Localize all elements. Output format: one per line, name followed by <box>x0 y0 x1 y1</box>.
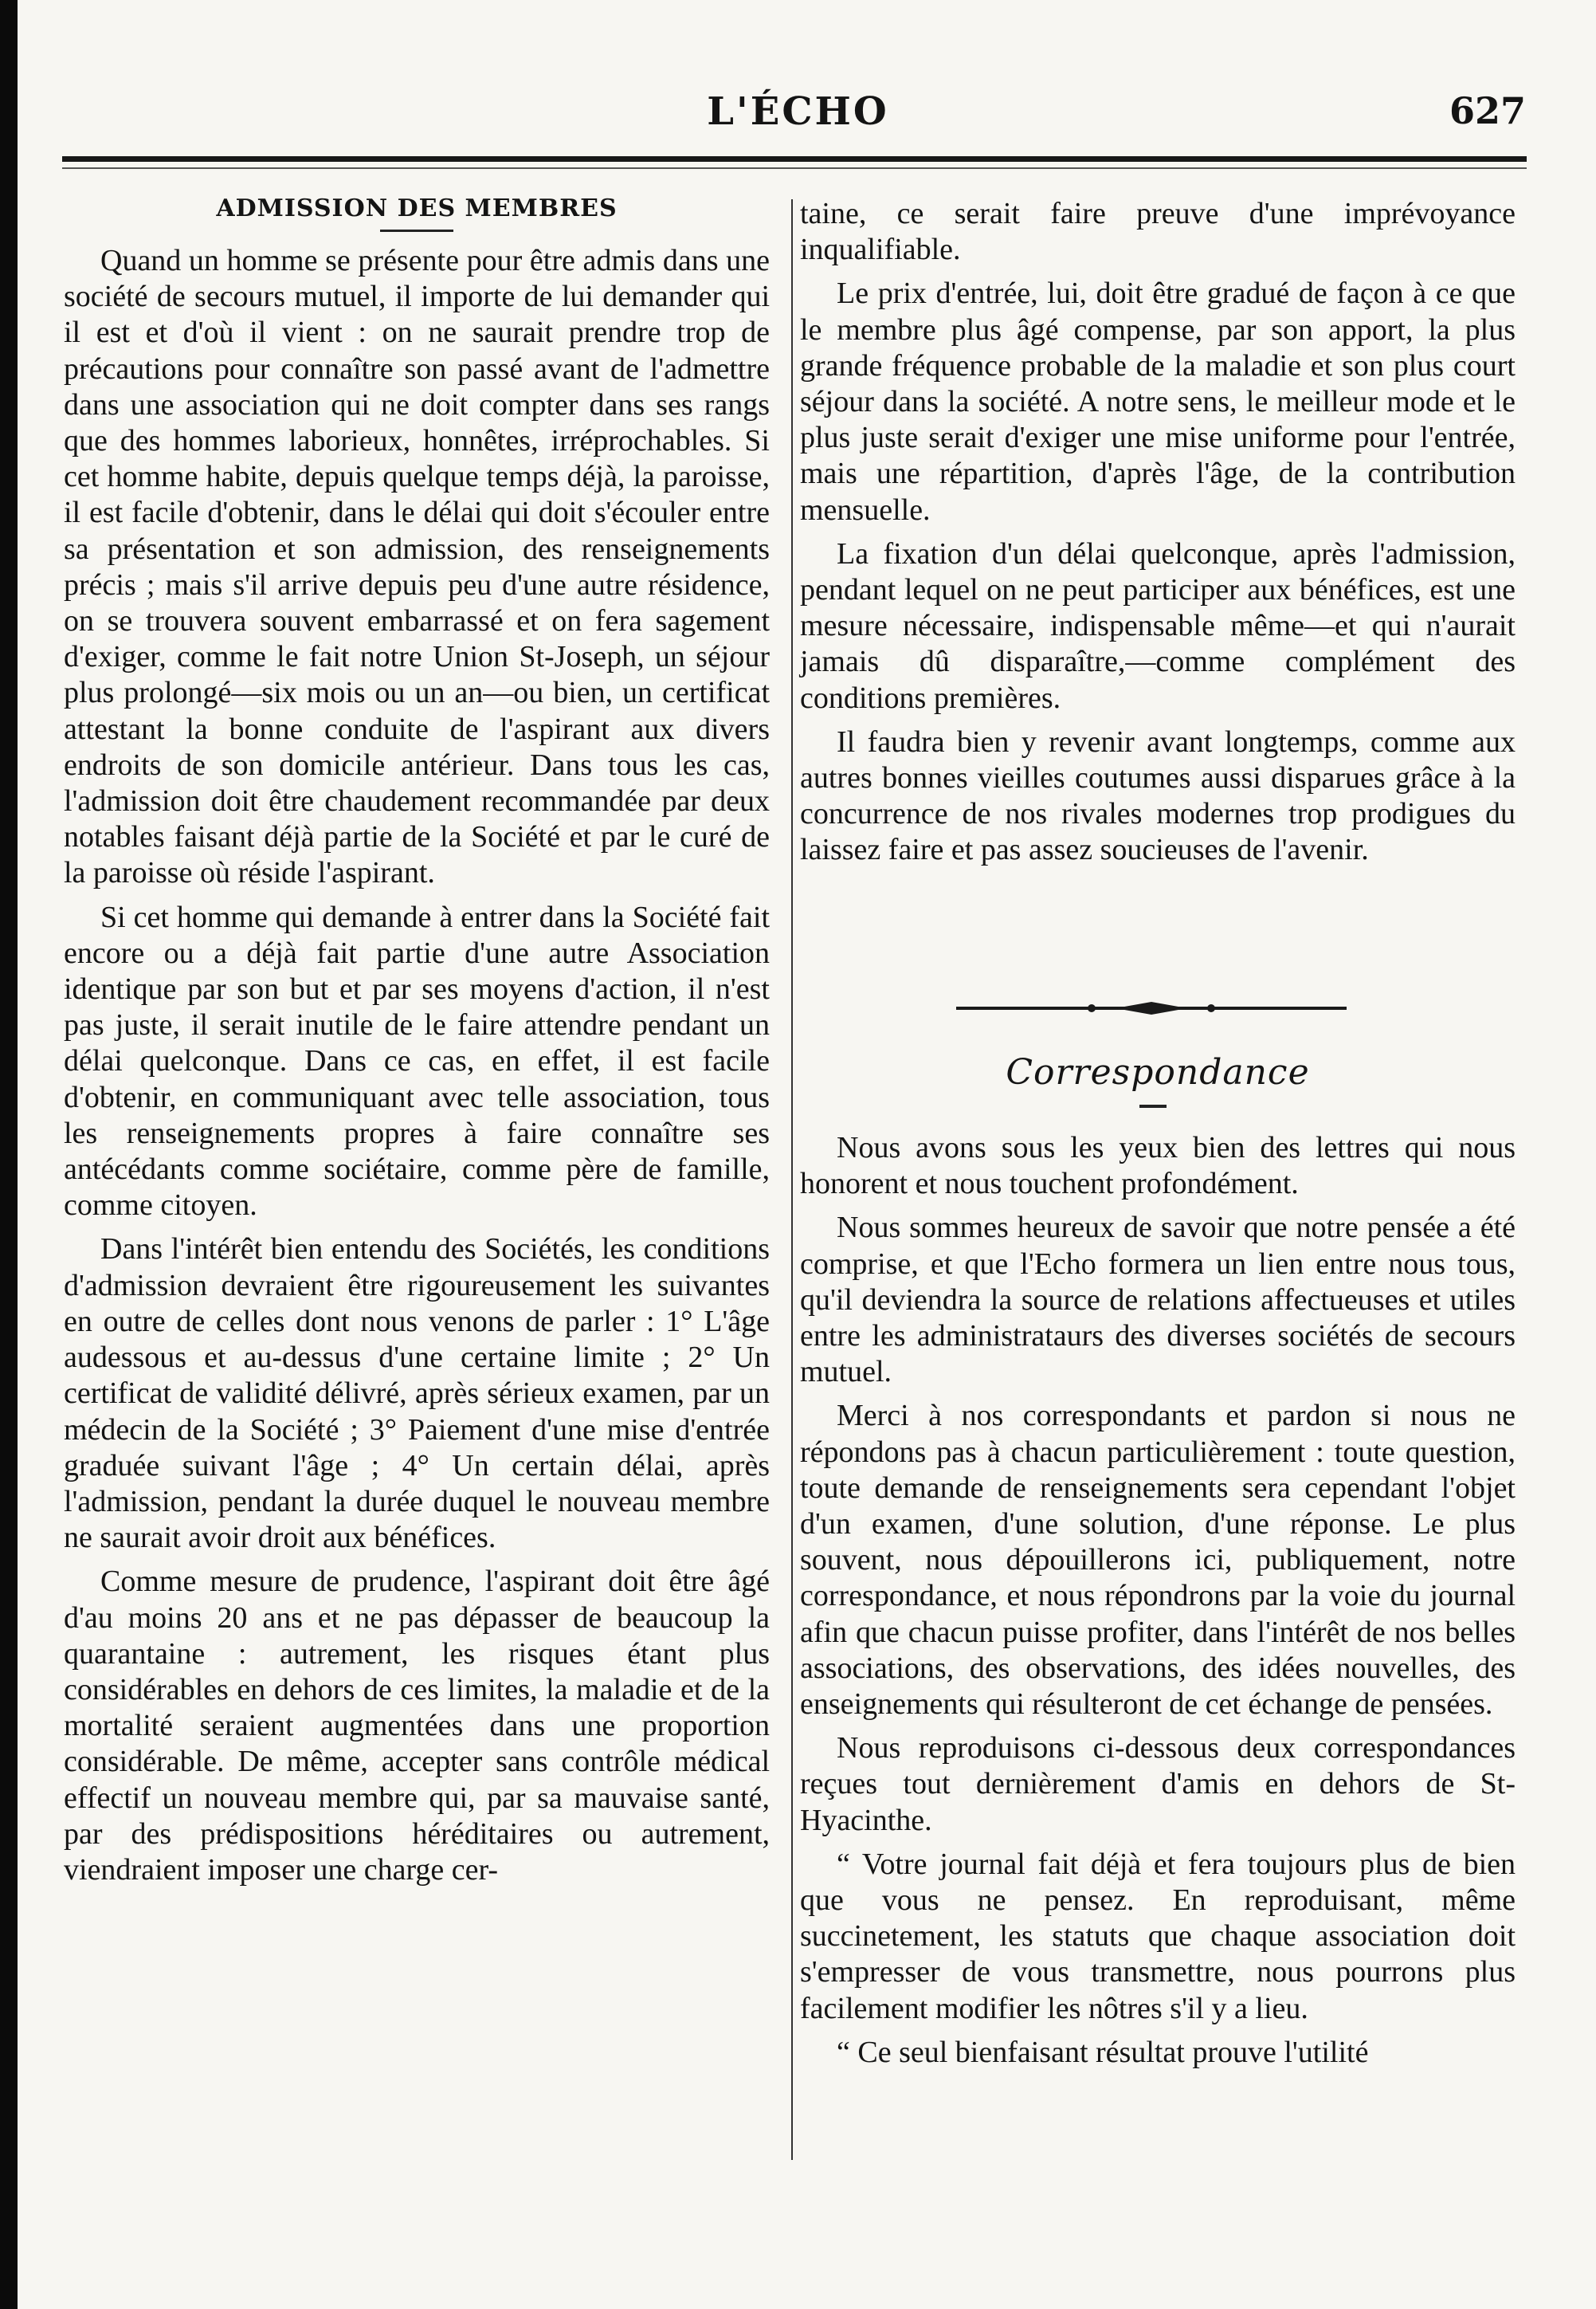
paragraph: Le prix d'entrée, lui, doit être gradué de façon à ce que le membre plus âgé compense, par son apport, la plus grande fréquence probable de la maladie et son plus court séjour dans la société. A notre sens, le meilleur mode et le plus juste serait d'exiger une mise uniforme pour l'entrée, mais une répartition, d'après l'âge, de la contribution mensuelle. <box>800 277 1516 527</box>
section-heading: ADMISSION DES MEMBRES <box>216 194 618 222</box>
column-divider <box>791 199 793 2160</box>
running-head <box>0 89 1596 137</box>
right-column-top <box>800 196 1516 869</box>
correspondance-heading: Correspondance <box>1006 1052 1310 1093</box>
paragraph: Nous reproduisons ci-dessous deux correspondances reçues tout dernièrement d'amis en dehors de St-Hyacinthe. <box>800 1731 1516 1837</box>
heading-rule <box>380 230 453 232</box>
paragraph: Si cet homme qui demande à entrer dans la Société fait encore ou a déjà fait partie d'une autre Association identique par son but et par ses moyens d'action, il n'est pas juste, il serait inutile de le faire attendre pendant un délai quelconque. Dans ce cas, en effet, il est facile d'obtenir, en communiquant avec telle association, tous les renseignements propres à faire connaître ses antécédants comme sociétaire, comme père de famille, comme citoyen. <box>64 900 770 1223</box>
left-column <box>64 193 770 1888</box>
paragraph: Nous avons sous les yeux bien des lettres qui nous honorent et nous touchent profondément. <box>800 1131 1516 1201</box>
page-number: 627 <box>1449 89 1526 132</box>
paragraph: Nous sommes heureux de savoir que notre pensée a été comprise, et que l'Echo formera un lien entre nous tous, qu'il deviendra la source de relations affectueuses et utiles entre les administrataurs des diverses sociétés de secours mutuel. <box>800 1211 1516 1389</box>
journal-title: L'ÉCHO <box>707 89 889 134</box>
paragraph: Il faudra bien y revenir avant longtemps, comme aux autres bonnes vieilles coutumes aussi disparues grâce à la concurrence de nos rivales modernes trop prodigues du laissez faire et pas assez soucieuses de l'avenir. <box>800 725 1516 867</box>
paragraph-continued: taine, ce serait faire preuve d'une imprévoyance inqualifiable. <box>800 197 1516 267</box>
header-rule-thin <box>62 167 1527 169</box>
paragraph: Comme mesure de prudence, l'aspirant doit être âgé d'au moins 20 ans et ne pas dépasser de beaucoup la quarantaine : autrement, les risques étant plus considérables en dehors de ces limites, la maladie et de la mortalité seraient augmentées dans une proportion considérable. De même, accepter sans contrôle médical effectif un nouveau membre qui, par sa mauvaise santé, par des prédispositions héréditaires ou autrement, viendraient imposer une charge cer- <box>64 1565 770 1887</box>
correspondance-rule <box>1139 1105 1167 1108</box>
paragraph: “ Votre journal fait déjà et fera toujours plus de bien que vous ne pensez. En reproduisant, même succinetement, les statuts que chaque association doit s'empresser de vous transmettre, nous pourrons plus facilement modifier les nôtres s'il y a lieu. <box>800 1847 1516 2025</box>
paragraph: “ Ce seul bienfaisant résultat prouve l'utilité <box>837 2035 1369 2069</box>
header-rule <box>62 156 1527 162</box>
paragraph: La fixation d'un délai quelconque, après l'admission, pendant lequel on ne peut participer aux bénéfices, est une mesure nécessaire, indispensable même—et qui n'aurait jamais dû disparaître,—comme complément des conditions premières. <box>800 536 1516 715</box>
paragraph: Dans l'intérêt bien entendu des Sociétés, les conditions d'admission devraient être rigoureusement les suivantes en outre de celles dont nous venons de parler : 1° L'âge audessous et au-dessus d'une certaine limite ; 2° Un certificat de validité délivré, après sérieux examen, par un médecin de la Société ; 3° Paiement d'une mise d'entrée graduée suivant l'âge ; 4° Un certain délai, après l'admission, pendant la durée duquel le nouveau membre ne saurait avoir droit aux bénéfices. <box>64 1232 770 1555</box>
paragraph: Merci à nos correspondants et pardon si nous ne répondons pas à chacun particulièrement : toute question, toute demande de renseignements sera cependant l'objet d'un examen, d'une solution, d'une réponse. Le plus souvent, nous dépouillerons ici, publiquement, notre correspondance, et nous répondrons par la voie du journal afin que chacun puisse profiter, dans l'intérêt de nos belles associations, des observations, des idées nouvelles, des enseignements qui résulteront de cet échange de pensées. <box>800 1399 1516 1722</box>
right-column-correspondance <box>800 1130 1516 2071</box>
ornament-divider <box>956 1000 1347 1016</box>
binding-edge <box>0 0 18 2309</box>
paragraph: Quand un homme se présente pour être admis dans une société de secours mutuel, il importe de lui demander qui il est et d'où il vient : on ne saurait prendre trop de précautions pour connaître son passé avant de l'admettre dans une association qui ne doit compter dans ses rangs que des hommes laborieux, honnêtes, irréprochables. Si cet homme habite, depuis quelque temps déjà, la paroisse, il est facile d'obtenir, dans le délai qui doit s'écouler entre sa présentation et son admission, des renseignements précis ; mais s'il arrive depuis peu d'une autre résidence, on se trouvera souvent embarrassé et on fera sagement d'exiger, comme le fait notre Union St-Joseph, un séjour plus prolongé—six mois ou un an—ou bien, un certificat attestant la bonne conduite de l'aspirant aux divers endroits de son domicile antérieur. Dans tous les cas, l'admission doit être chaudement recommandée par deux notables faisant déjà partie de la Société et par le curé de la paroisse où réside l'aspirant. <box>64 244 770 890</box>
